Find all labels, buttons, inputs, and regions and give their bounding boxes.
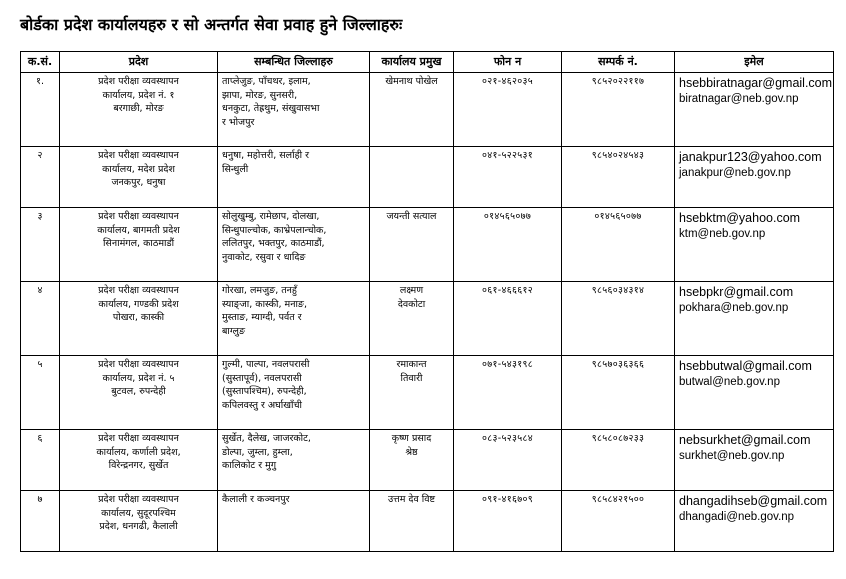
chief-line: उत्तम देव विष्ट [387, 494, 436, 505]
district-line: सिन्धुपाल्चोक, काभ्रेपलान्चोक, [222, 224, 327, 236]
district-list [218, 491, 370, 552]
office-line: प्रदेश, धनगढी, कैलाली [99, 521, 178, 532]
email-primary[interactable]: hsebktm@yahoo.com [679, 211, 801, 225]
header-contact: सम्पर्क नं. [562, 52, 675, 73]
office-name [60, 147, 218, 208]
row-number: ३ [21, 208, 60, 282]
chief-line: तिवारी [400, 372, 423, 384]
table-header-row [21, 52, 834, 73]
district-line: ताप्लेजुङ, पाँचथर, इलाम, [222, 76, 311, 87]
office-line: प्रदेश परीक्षा व्यवस्थापन [98, 359, 179, 370]
district-line: र भोजपुर [222, 116, 255, 128]
office-chief [370, 491, 454, 552]
email-cell [675, 208, 834, 282]
office-name [60, 208, 218, 282]
district-line: गुल्मी, पाल्पा, नवलपरासी [222, 359, 310, 370]
row-number: ७ [21, 491, 60, 552]
email-secondary[interactable]: ktm@neb.gov.np [679, 228, 766, 240]
email-cell [675, 73, 834, 147]
office-line: प्रदेश परीक्षा व्यवस्थापन [98, 494, 179, 505]
phone-number: ०९१-४१६७०९ [454, 491, 562, 552]
district-line: सोलुखुम्बु, रामेछाप, दोलखा, [222, 211, 320, 222]
header-chief: कार्यालय प्रमुख [370, 52, 454, 73]
page-heading: बोर्डका प्रदेश कार्यालयहरु र सो अन्तर्गत सेवा प्रवाह हुने जिल्लाहरुः [20, 15, 403, 34]
office-line: कार्यालय, कर्णाली प्रदेश, [96, 446, 181, 458]
email-secondary[interactable]: pokhara@neb.gov.np [679, 302, 789, 314]
header-num: क.सं. [21, 52, 60, 73]
contact-number: ९८५६०३४३१४ [562, 282, 675, 356]
office-line: सिनामंगल, काठमाडौं [102, 238, 175, 249]
district-list [218, 282, 370, 356]
office-line: कार्यालय, सुदूरपश्चिम [101, 507, 176, 519]
office-chief [370, 147, 454, 208]
district-line: गोरखा, लमजुङ, तनहुँ [222, 285, 297, 296]
office-line: कार्यालय, मदेश प्रदेश [102, 163, 175, 175]
email-secondary[interactable]: butwal@neb.gov.np [679, 376, 780, 388]
email-primary[interactable]: hsebbutwal@gmail.com [679, 359, 812, 373]
contact-number: ९८५७०३६३६६ [562, 356, 675, 430]
header-phone: फोन न [454, 52, 562, 73]
chief-line: श्रेष्ठ [405, 446, 418, 458]
table-row [21, 356, 834, 430]
district-line: झापा, मोरङ, सुनसरी, [222, 89, 298, 101]
office-name [60, 282, 218, 356]
office-line: प्रदेश परीक्षा व्यवस्थापन [98, 211, 179, 222]
phone-number: ०८३-५२३५८४ [454, 430, 562, 491]
office-chief [370, 73, 454, 147]
contact-number: ९८५४०२४५४३ [562, 147, 675, 208]
district-line: सिन्धुली [222, 163, 249, 175]
district-line: कालिकोट र मुगु [222, 460, 277, 471]
office-line: कार्यालय, गण्डकी प्रदेश [98, 298, 179, 310]
email-primary[interactable]: nebsurkhet@gmail.com [679, 433, 811, 447]
email-cell [675, 491, 834, 552]
contact-number: ९८५८४२१५०० [562, 491, 675, 552]
email-secondary[interactable]: biratnagar@neb.gov.np [679, 93, 799, 105]
district-line: बाग्लुङ [222, 325, 246, 337]
office-chief [370, 356, 454, 430]
chief-line: देवकोटा [397, 298, 426, 310]
phone-number: ०२१-४६२०३५ [454, 73, 562, 147]
table-row [21, 282, 834, 356]
email-primary[interactable]: hsebpkr@gmail.com [679, 285, 794, 299]
office-chief [370, 282, 454, 356]
email-primary[interactable]: janakpur123@yahoo.com [679, 150, 822, 164]
row-number: ६ [21, 430, 60, 491]
office-line: जनकपुर, धनुषा [111, 177, 166, 188]
district-line: स्याङ्जा, कास्की, मनाङ, [222, 298, 308, 310]
contact-number: ९८५२०२२११७ [562, 73, 675, 147]
chief-line: खेमनाथ पोखेल [385, 76, 438, 87]
office-line: प्रदेश परीक्षा व्यवस्थापन [98, 76, 179, 87]
row-number: २ [21, 147, 60, 208]
phone-number: ०७१-५४३१९८ [454, 356, 562, 430]
office-line: प्रदेश परीक्षा व्यवस्थापन [98, 150, 179, 161]
district-list [218, 147, 370, 208]
district-line: धनकुटा, तेह्रथुम, संखुवासभा [222, 103, 320, 114]
table-row [21, 208, 834, 282]
office-name [60, 491, 218, 552]
email-cell [675, 430, 834, 491]
office-chief [370, 208, 454, 282]
office-line: कार्यालय, प्रदेश नं. १ [102, 89, 175, 101]
chief-line: जयन्ती सत्याल [386, 211, 437, 222]
table-row [21, 147, 834, 208]
table-row [21, 73, 834, 147]
district-line: सुर्खेत, दैलेख, जाजरकोट, [222, 433, 311, 444]
email-cell [675, 282, 834, 356]
row-number: ५ [21, 356, 60, 430]
district-list [218, 356, 370, 430]
district-list [218, 73, 370, 147]
phone-number: ०६१-४६६६१२ [454, 282, 562, 356]
email-secondary[interactable]: dhangadi@neb.gov.np [679, 511, 795, 523]
header-districts: सम्बन्धित जिल्लाहरु [218, 52, 370, 73]
district-line: (सुस्तापूर्व), नवलपरासी [222, 372, 302, 384]
table-row [21, 491, 834, 552]
office-line: प्रदेश परीक्षा व्यवस्थापन [98, 433, 179, 444]
phone-number: ०१४५६५०७७ [454, 208, 562, 282]
chief-line: रमाकान्त [396, 359, 427, 370]
email-secondary[interactable]: janakpur@neb.gov.np [679, 167, 791, 179]
district-line: ललितपुर, भक्तपुर, काठमाडौं, [222, 238, 325, 249]
email-cell [675, 147, 834, 208]
office-line: पोखरा, कास्की [112, 312, 165, 323]
email-cell [675, 356, 834, 430]
office-name [60, 430, 218, 491]
district-list [218, 208, 370, 282]
table-row [21, 430, 834, 491]
chief-line: लक्ष्मण [399, 285, 424, 296]
office-name [60, 73, 218, 147]
contact-number: ०१४५६५०७७ [562, 208, 675, 282]
office-chief [370, 430, 454, 491]
email-primary[interactable]: hsebbiratnagar@gmail.com [679, 76, 833, 90]
district-line: (सुस्तापश्चिम), रुपन्देही, [222, 386, 307, 397]
district-office-table [20, 51, 834, 552]
contact-number: ९८५८०८७२३३ [562, 430, 675, 491]
district-line: कैलाली र कञ्चनपुर [222, 494, 290, 505]
district-line: कपिलवस्तु र अर्घाखाँची [222, 399, 302, 411]
office-line: बरगाछी, मोरङ [113, 103, 164, 114]
district-line: मुस्ताङ, म्याग्दी, पर्वत र [222, 312, 302, 323]
district-line: धनुषा, महोत्तरी, सर्लाही र [222, 150, 309, 161]
email-secondary[interactable]: surkhet@neb.gov.np [679, 450, 785, 462]
phone-number: ०४१-५२२५३१ [454, 147, 562, 208]
row-number: १. [21, 73, 60, 147]
header-office: प्रदेश [60, 52, 218, 73]
office-line: विरेन्द्रनगर, सुर्खेत [108, 460, 169, 471]
email-primary[interactable]: dhangadihseb@gmail.com [679, 494, 828, 508]
office-line: प्रदेश परीक्षा व्यवस्थापन [98, 285, 179, 296]
chief-line: कृष्ण प्रसाद [391, 433, 432, 444]
district-line: डोल्पा, जुम्ला, हुम्ला, [222, 446, 293, 458]
office-line: बुटवल, रुपन्देही [111, 386, 166, 397]
office-line: कार्यालय, प्रदेश नं. ५ [102, 372, 175, 384]
district-line: नुवाकोट, रसुवा र धादिङ [222, 251, 306, 263]
row-number: ४ [21, 282, 60, 356]
office-name [60, 356, 218, 430]
district-list [218, 430, 370, 491]
header-email: इमेल [675, 52, 834, 73]
office-line: कार्यालय, बागमती प्रदेश [97, 224, 180, 236]
